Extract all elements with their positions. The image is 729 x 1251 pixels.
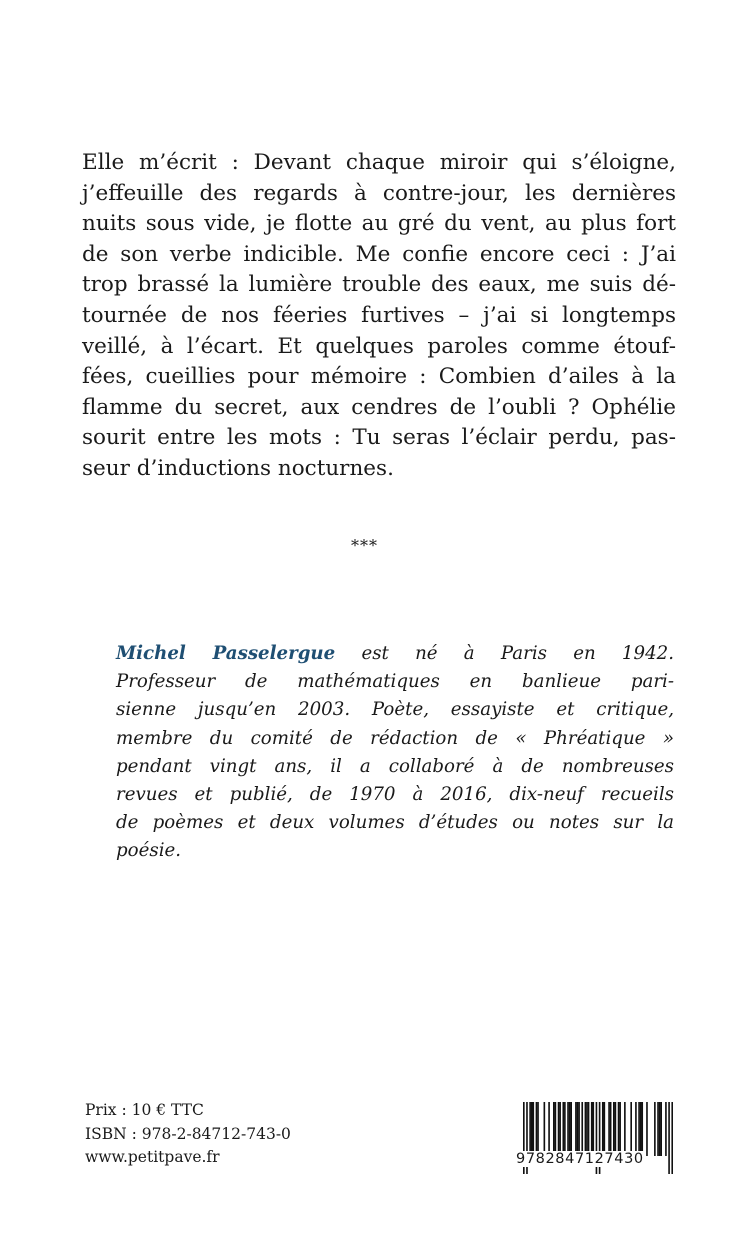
barcode-bar bbox=[660, 1102, 662, 1156]
barcode-bar bbox=[553, 1102, 555, 1156]
barcode-bar bbox=[592, 1102, 594, 1156]
author-biography bbox=[116, 640, 674, 866]
barcode-bar bbox=[564, 1102, 566, 1156]
barcode-bar bbox=[570, 1102, 572, 1156]
barcode-bar bbox=[618, 1102, 620, 1156]
barcode-bar bbox=[619, 1102, 621, 1156]
bio-line: membre du comité de rédaction de « Phréatique » bbox=[116, 727, 674, 749]
bio-line: sienne jusqu’en 2003. Poète, essayiste et critique, bbox=[116, 699, 674, 721]
publisher-website: www.petitpave.fr bbox=[85, 1148, 220, 1166]
barcode-bar bbox=[591, 1102, 593, 1156]
poem-line: flamme du secret, aux cendres de l’oubli ? Ophélie bbox=[82, 394, 676, 420]
barcode-bar bbox=[567, 1102, 569, 1156]
barcode-bar bbox=[608, 1102, 610, 1156]
barcode-bar bbox=[544, 1102, 546, 1156]
barcode-bar bbox=[604, 1102, 606, 1156]
author-name: Michel Passelergue bbox=[116, 643, 336, 664]
barcode-bar bbox=[665, 1102, 667, 1156]
barcode-bar bbox=[613, 1102, 615, 1156]
poem-line: trop brassé la lumière trouble des eaux, me suis dé- bbox=[82, 272, 676, 298]
barcode-bar bbox=[536, 1102, 538, 1156]
barcode-bar bbox=[575, 1102, 577, 1156]
price-label: Prix : 10 € TTC bbox=[85, 1101, 204, 1119]
barcode-bar bbox=[657, 1102, 659, 1156]
poem-line: Elle m’écrit : Devant chaque miroir qui s’éloigne, bbox=[82, 150, 676, 175]
barcode-bar bbox=[641, 1102, 643, 1156]
barcode-bar bbox=[588, 1102, 590, 1156]
poem-line: nuits sous vide, je flotte au gré du vent, au plus fort bbox=[82, 211, 676, 237]
barcode-bar bbox=[569, 1102, 571, 1156]
barcode-bar bbox=[615, 1102, 617, 1156]
barcode-digits-text: 9782847127430 bbox=[516, 1151, 644, 1167]
barcode-bar bbox=[555, 1102, 557, 1156]
section-separator: *** bbox=[351, 536, 378, 555]
barcode-bar bbox=[581, 1102, 583, 1156]
publication-info bbox=[85, 1099, 291, 1170]
bio-line: pendant vingt ans, il a collaboré à de nombreuses bbox=[116, 755, 674, 777]
back-cover-poem bbox=[82, 148, 676, 485]
barcode-bar bbox=[654, 1102, 656, 1156]
barcode-bar bbox=[558, 1102, 560, 1156]
barcode-bar bbox=[537, 1102, 539, 1156]
barcode-bar bbox=[531, 1102, 533, 1156]
poem-line: tournée de nos féeries furtives – j’ai si longtemps bbox=[82, 302, 676, 328]
barcode-bar bbox=[529, 1102, 531, 1156]
barcode-bar bbox=[532, 1102, 534, 1156]
bio-line: revues et publié, de 1970 à 2016, dix-neuf recueils bbox=[116, 784, 674, 806]
poem-line: j’effeuille des regards à contre-jour, les dernières bbox=[82, 180, 676, 206]
barcode-bar bbox=[640, 1102, 642, 1156]
barcode-bar bbox=[562, 1102, 564, 1156]
bio-line: poésie. bbox=[116, 840, 182, 862]
barcode-bar bbox=[602, 1102, 604, 1156]
barcode-bar bbox=[630, 1102, 632, 1156]
barcode-bar bbox=[610, 1102, 612, 1156]
barcode-bar bbox=[659, 1102, 661, 1156]
barcode-bar bbox=[578, 1102, 580, 1156]
poem-line: fées, cueillies pour mémoire : Combien d’ailes à la bbox=[82, 364, 676, 390]
barcode-bar bbox=[646, 1102, 648, 1156]
barcode-digits bbox=[516, 1151, 676, 1167]
barcode-bar bbox=[635, 1102, 637, 1156]
barcode-bar bbox=[624, 1102, 626, 1156]
barcode-bar bbox=[559, 1102, 561, 1156]
barcode-bar bbox=[585, 1102, 587, 1156]
barcode-bar bbox=[577, 1102, 579, 1156]
barcode-bar bbox=[586, 1102, 588, 1156]
bio-line: de poèmes et deux volumes d’études ou notes sur la bbox=[116, 812, 674, 834]
poem-line: veillé, à l’écart. Et quelques paroles comme étouf- bbox=[82, 333, 676, 359]
poem-line: sourit entre les mots : Tu seras l’éclair perdu, pas- bbox=[82, 425, 676, 451]
barcode-bar bbox=[638, 1102, 640, 1156]
barcode-bar bbox=[548, 1102, 550, 1156]
poem-line: de son verbe indicible. Me confie encore ceci : J’ai bbox=[82, 241, 676, 267]
bio-line: Professeur de mathématiques en banlieue pari- bbox=[116, 671, 674, 693]
bio-first-line bbox=[116, 640, 674, 668]
isbn-label: ISBN : 978-2-84712-743-0 bbox=[85, 1124, 291, 1143]
poem-line: seur d’inductions nocturnes. bbox=[82, 455, 394, 481]
bio-first-line-rest: est né à Paris en 1942. bbox=[335, 643, 674, 664]
